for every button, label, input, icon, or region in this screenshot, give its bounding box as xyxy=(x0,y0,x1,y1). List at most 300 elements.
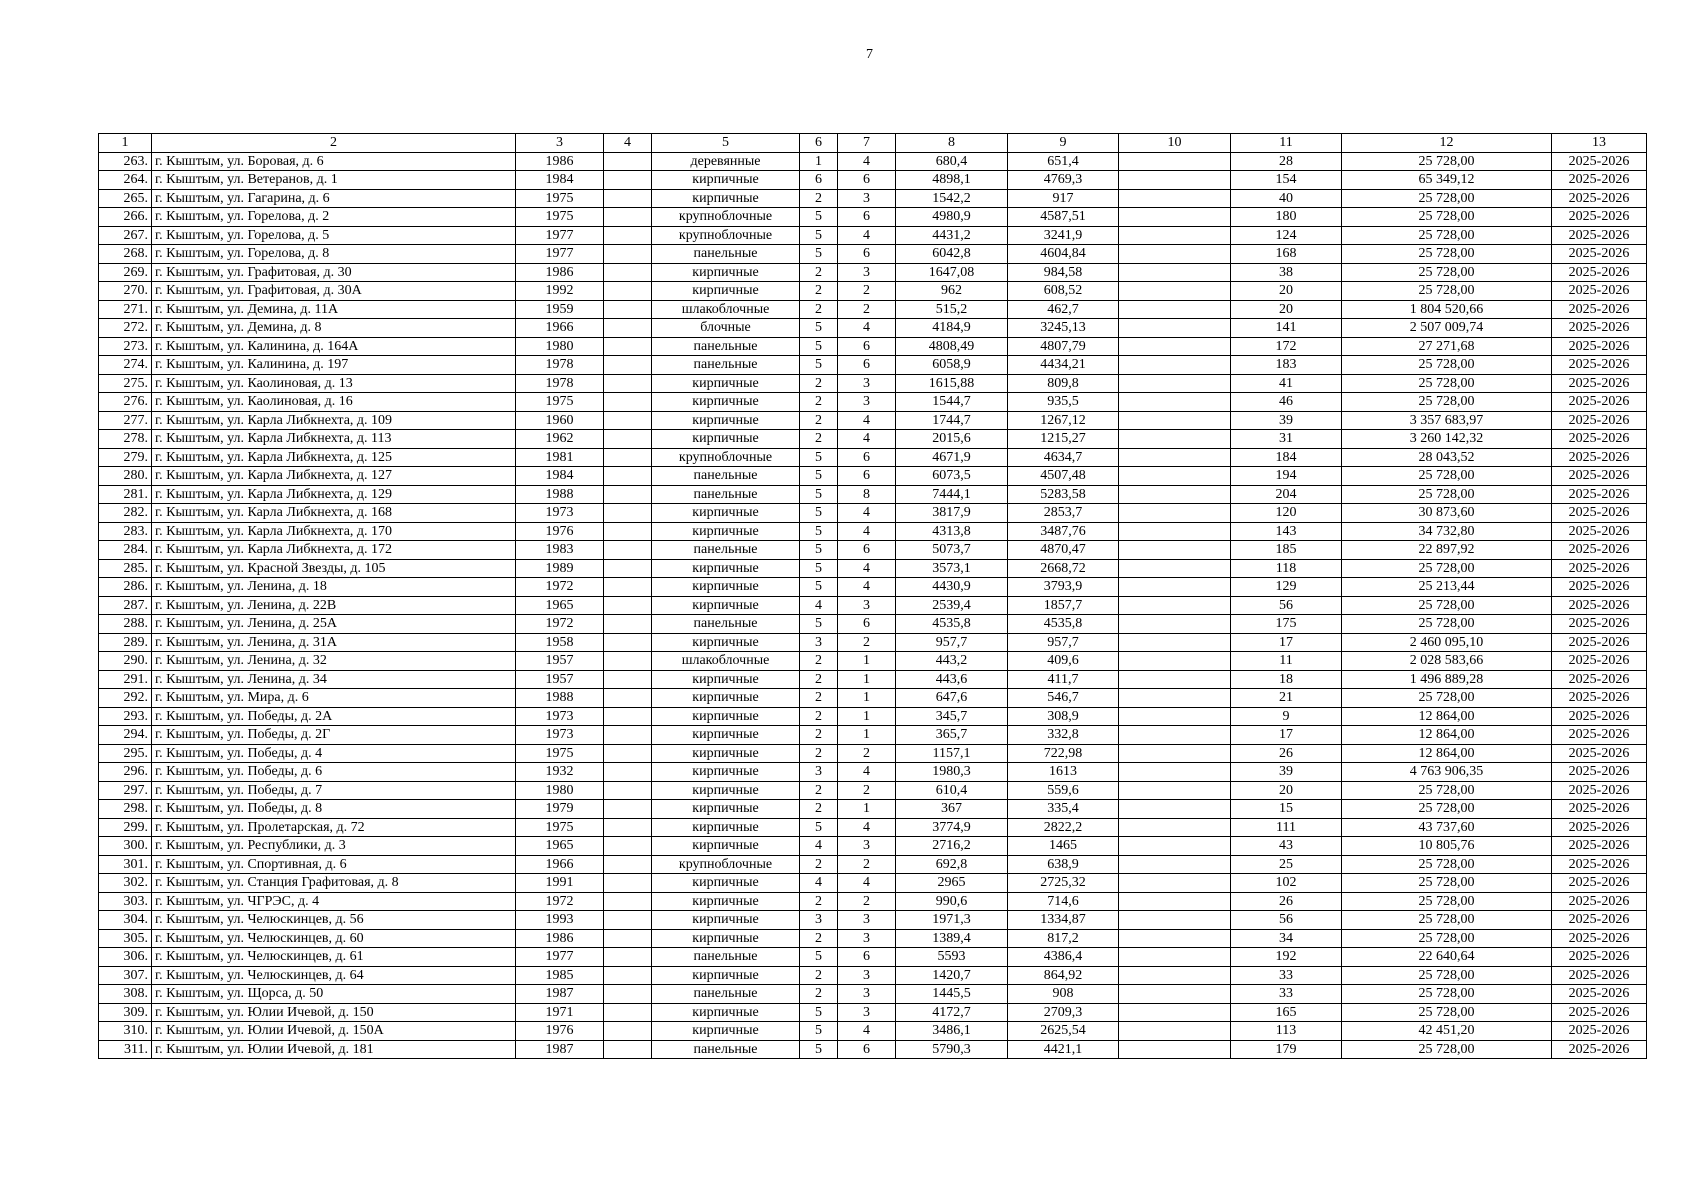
cell-cost: 25 728,00 xyxy=(1342,467,1552,486)
cell-cost: 65 349,12 xyxy=(1342,171,1552,190)
cell-cost: 25 728,00 xyxy=(1342,263,1552,282)
cell-living-area: 4604,84 xyxy=(1008,245,1119,264)
column-header-13: 13 xyxy=(1552,134,1647,153)
cell-wall-material: кирпичные xyxy=(652,430,800,449)
cell-col-10 xyxy=(1119,356,1231,375)
cell-cost: 25 728,00 xyxy=(1342,374,1552,393)
cell-period: 2025-2026 xyxy=(1552,337,1647,356)
cell-period: 2025-2026 xyxy=(1552,448,1647,467)
cell-entrances: 1 xyxy=(838,707,896,726)
cell-cost: 25 728,00 xyxy=(1342,985,1552,1004)
cell-floors: 3 xyxy=(800,911,838,930)
cell-cost: 25 728,00 xyxy=(1342,1040,1552,1059)
cell-year-built: 1991 xyxy=(516,874,604,893)
cell-period: 2025-2026 xyxy=(1552,911,1647,930)
cell-col-10 xyxy=(1119,152,1231,171)
cell-col-10 xyxy=(1119,1040,1231,1059)
cell-cost: 27 271,68 xyxy=(1342,337,1552,356)
cell-floors: 2 xyxy=(800,966,838,985)
column-header-12: 12 xyxy=(1342,134,1552,153)
table-row xyxy=(99,189,1647,208)
cell-address: г. Кыштым, ул. Горелова, д. 5 xyxy=(152,226,516,245)
cell-col-4 xyxy=(604,929,652,948)
cell-period: 2025-2026 xyxy=(1552,578,1647,597)
cell-total-area: 443,6 xyxy=(896,670,1008,689)
cell-address: г. Кыштым, ул. Демина, д. 11А xyxy=(152,300,516,319)
cell-residents: 41 xyxy=(1231,374,1342,393)
cell-residents: 129 xyxy=(1231,578,1342,597)
cell-col-10 xyxy=(1119,670,1231,689)
cell-col-4 xyxy=(604,744,652,763)
cell-col-10 xyxy=(1119,855,1231,874)
cell-period: 2025-2026 xyxy=(1552,189,1647,208)
cell-residents: 38 xyxy=(1231,263,1342,282)
cell-year-built: 1993 xyxy=(516,911,604,930)
cell-living-area: 4587,51 xyxy=(1008,208,1119,227)
cell-col-4 xyxy=(604,559,652,578)
cell-entrances: 4 xyxy=(838,430,896,449)
cell-entrances: 6 xyxy=(838,171,896,190)
cell-col-10 xyxy=(1119,411,1231,430)
cell-address: г. Кыштым, ул. Челюскинцев, д. 60 xyxy=(152,929,516,948)
cell-total-area: 367 xyxy=(896,800,1008,819)
cell-col-10 xyxy=(1119,578,1231,597)
cell-cost: 25 728,00 xyxy=(1342,245,1552,264)
cell-col-10 xyxy=(1119,171,1231,190)
cell-year-built: 1973 xyxy=(516,504,604,523)
cell-period: 2025-2026 xyxy=(1552,892,1647,911)
cell-entrances: 1 xyxy=(838,652,896,671)
cell-entrances: 3 xyxy=(838,189,896,208)
cell-address: г. Кыштым, ул. Победы, д. 6 xyxy=(152,763,516,782)
cell-living-area: 1215,27 xyxy=(1008,430,1119,449)
cell-residents: 184 xyxy=(1231,448,1342,467)
cell-col-4 xyxy=(604,263,652,282)
cell-residents: 17 xyxy=(1231,726,1342,745)
cell-col-10 xyxy=(1119,892,1231,911)
cell-total-area: 6073,5 xyxy=(896,467,1008,486)
cell-col-10 xyxy=(1119,282,1231,301)
cell-row-number: 266. xyxy=(99,208,152,227)
cell-address: г. Кыштым, ул. Республики, д. 3 xyxy=(152,837,516,856)
cell-residents: 204 xyxy=(1231,485,1342,504)
table-row xyxy=(99,726,1647,745)
table-row xyxy=(99,1040,1647,1059)
cell-period: 2025-2026 xyxy=(1552,781,1647,800)
cell-year-built: 1976 xyxy=(516,1022,604,1041)
cell-address: г. Кыштым, ул. Ветеранов, д. 1 xyxy=(152,171,516,190)
cell-floors: 2 xyxy=(800,652,838,671)
cell-floors: 5 xyxy=(800,578,838,597)
cell-entrances: 3 xyxy=(838,596,896,615)
cell-floors: 5 xyxy=(800,356,838,375)
cell-floors: 2 xyxy=(800,800,838,819)
cell-total-area: 3774,9 xyxy=(896,818,1008,837)
cell-row-number: 270. xyxy=(99,282,152,301)
cell-total-area: 4313,8 xyxy=(896,522,1008,541)
cell-period: 2025-2026 xyxy=(1552,818,1647,837)
cell-year-built: 1932 xyxy=(516,763,604,782)
cell-col-4 xyxy=(604,1040,652,1059)
cell-year-built: 1972 xyxy=(516,615,604,634)
table-row xyxy=(99,541,1647,560)
cell-col-4 xyxy=(604,948,652,967)
cell-living-area: 2625,54 xyxy=(1008,1022,1119,1041)
cell-col-4 xyxy=(604,837,652,856)
cell-year-built: 1975 xyxy=(516,208,604,227)
cell-year-built: 1965 xyxy=(516,837,604,856)
cell-floors: 5 xyxy=(800,208,838,227)
cell-period: 2025-2026 xyxy=(1552,356,1647,375)
cell-entrances: 6 xyxy=(838,541,896,560)
cell-col-4 xyxy=(604,652,652,671)
cell-col-4 xyxy=(604,448,652,467)
cell-row-number: 303. xyxy=(99,892,152,911)
cell-total-area: 5790,3 xyxy=(896,1040,1008,1059)
cell-year-built: 1960 xyxy=(516,411,604,430)
cell-year-built: 1987 xyxy=(516,985,604,1004)
cell-col-10 xyxy=(1119,689,1231,708)
cell-living-area: 4386,4 xyxy=(1008,948,1119,967)
cell-residents: 118 xyxy=(1231,559,1342,578)
cell-wall-material: кирпичные xyxy=(652,818,800,837)
cell-residents: 111 xyxy=(1231,818,1342,837)
cell-wall-material: кирпичные xyxy=(652,892,800,911)
cell-cost: 22 897,92 xyxy=(1342,541,1552,560)
cell-living-area: 4421,1 xyxy=(1008,1040,1119,1059)
cell-year-built: 1992 xyxy=(516,282,604,301)
cell-row-number: 286. xyxy=(99,578,152,597)
cell-period: 2025-2026 xyxy=(1552,615,1647,634)
cell-living-area: 3487,76 xyxy=(1008,522,1119,541)
cell-period: 2025-2026 xyxy=(1552,948,1647,967)
cell-cost: 25 728,00 xyxy=(1342,1003,1552,1022)
cell-entrances: 4 xyxy=(838,818,896,837)
cell-wall-material: кирпичные xyxy=(652,689,800,708)
cell-row-number: 289. xyxy=(99,633,152,652)
cell-address: г. Кыштым, ул. Калинина, д. 197 xyxy=(152,356,516,375)
cell-living-area: 3241,9 xyxy=(1008,226,1119,245)
cell-period: 2025-2026 xyxy=(1552,596,1647,615)
table-header-row xyxy=(99,134,1647,153)
cell-col-10 xyxy=(1119,263,1231,282)
cell-living-area: 4634,7 xyxy=(1008,448,1119,467)
cell-wall-material: панельные xyxy=(652,245,800,264)
cell-col-10 xyxy=(1119,966,1231,985)
cell-period: 2025-2026 xyxy=(1552,1022,1647,1041)
cell-residents: 102 xyxy=(1231,874,1342,893)
cell-cost: 43 737,60 xyxy=(1342,818,1552,837)
cell-entrances: 4 xyxy=(838,319,896,338)
cell-total-area: 1542,2 xyxy=(896,189,1008,208)
cell-living-area: 2822,2 xyxy=(1008,818,1119,837)
table-row xyxy=(99,1003,1647,1022)
table-row xyxy=(99,152,1647,171)
cell-row-number: 295. xyxy=(99,744,152,763)
cell-col-10 xyxy=(1119,837,1231,856)
cell-period: 2025-2026 xyxy=(1552,800,1647,819)
cell-residents: 185 xyxy=(1231,541,1342,560)
table-row xyxy=(99,633,1647,652)
cell-col-4 xyxy=(604,504,652,523)
table-row xyxy=(99,467,1647,486)
cell-row-number: 302. xyxy=(99,874,152,893)
cell-year-built: 1977 xyxy=(516,948,604,967)
cell-period: 2025-2026 xyxy=(1552,985,1647,1004)
cell-floors: 5 xyxy=(800,522,838,541)
cell-entrances: 3 xyxy=(838,1003,896,1022)
cell-wall-material: кирпичные xyxy=(652,189,800,208)
cell-col-10 xyxy=(1119,929,1231,948)
cell-year-built: 1983 xyxy=(516,541,604,560)
cell-row-number: 292. xyxy=(99,689,152,708)
cell-total-area: 2965 xyxy=(896,874,1008,893)
cell-residents: 20 xyxy=(1231,282,1342,301)
cell-living-area: 1334,87 xyxy=(1008,911,1119,930)
table-row xyxy=(99,837,1647,856)
cell-floors: 5 xyxy=(800,448,838,467)
cell-address: г. Кыштым, ул. Ленина, д. 34 xyxy=(152,670,516,689)
cell-row-number: 307. xyxy=(99,966,152,985)
cell-wall-material: панельные xyxy=(652,541,800,560)
cell-wall-material: кирпичные xyxy=(652,578,800,597)
cell-entrances: 2 xyxy=(838,855,896,874)
cell-living-area: 4507,48 xyxy=(1008,467,1119,486)
cell-row-number: 269. xyxy=(99,263,152,282)
cell-cost: 25 728,00 xyxy=(1342,596,1552,615)
cell-row-number: 281. xyxy=(99,485,152,504)
cell-period: 2025-2026 xyxy=(1552,245,1647,264)
cell-total-area: 443,2 xyxy=(896,652,1008,671)
cell-row-number: 276. xyxy=(99,393,152,412)
cell-residents: 179 xyxy=(1231,1040,1342,1059)
column-header-2: 2 xyxy=(152,134,516,153)
cell-address: г. Кыштым, ул. Победы, д. 8 xyxy=(152,800,516,819)
cell-address: г. Кыштым, ул. Юлии Ичевой, д. 150 xyxy=(152,1003,516,1022)
cell-wall-material: кирпичные xyxy=(652,522,800,541)
column-header-7: 7 xyxy=(838,134,896,153)
cell-row-number: 268. xyxy=(99,245,152,264)
cell-year-built: 1975 xyxy=(516,818,604,837)
cell-entrances: 6 xyxy=(838,615,896,634)
cell-col-4 xyxy=(604,670,652,689)
cell-living-area: 3245,13 xyxy=(1008,319,1119,338)
cell-year-built: 1975 xyxy=(516,393,604,412)
cell-cost: 2 507 009,74 xyxy=(1342,319,1552,338)
cell-period: 2025-2026 xyxy=(1552,282,1647,301)
cell-entrances: 6 xyxy=(838,337,896,356)
cell-residents: 194 xyxy=(1231,467,1342,486)
cell-entrances: 6 xyxy=(838,467,896,486)
cell-address: г. Кыштым, ул. Ленина, д. 31А xyxy=(152,633,516,652)
cell-entrances: 1 xyxy=(838,800,896,819)
cell-col-4 xyxy=(604,800,652,819)
cell-year-built: 1975 xyxy=(516,189,604,208)
table-row xyxy=(99,818,1647,837)
cell-col-4 xyxy=(604,300,652,319)
cell-residents: 143 xyxy=(1231,522,1342,541)
cell-year-built: 1986 xyxy=(516,152,604,171)
cell-row-number: 264. xyxy=(99,171,152,190)
cell-year-built: 1979 xyxy=(516,800,604,819)
cell-period: 2025-2026 xyxy=(1552,744,1647,763)
cell-year-built: 1981 xyxy=(516,448,604,467)
cell-total-area: 1971,3 xyxy=(896,911,1008,930)
cell-col-4 xyxy=(604,189,652,208)
cell-entrances: 6 xyxy=(838,356,896,375)
cell-period: 2025-2026 xyxy=(1552,559,1647,578)
cell-entrances: 4 xyxy=(838,226,896,245)
table-row xyxy=(99,985,1647,1004)
cell-address: г. Кыштым, ул. Карла Либкнехта, д. 170 xyxy=(152,522,516,541)
cell-year-built: 1978 xyxy=(516,356,604,375)
cell-cost: 25 728,00 xyxy=(1342,189,1552,208)
table-row xyxy=(99,263,1647,282)
table-row xyxy=(99,707,1647,726)
column-header-11: 11 xyxy=(1231,134,1342,153)
cell-year-built: 1986 xyxy=(516,263,604,282)
table-row xyxy=(99,319,1647,338)
cell-year-built: 1984 xyxy=(516,171,604,190)
cell-col-4 xyxy=(604,356,652,375)
cell-cost: 25 728,00 xyxy=(1342,356,1552,375)
cell-floors: 2 xyxy=(800,430,838,449)
page-number: 7 xyxy=(866,47,873,62)
cell-total-area: 1615,88 xyxy=(896,374,1008,393)
cell-col-4 xyxy=(604,485,652,504)
table-row xyxy=(99,559,1647,578)
cell-wall-material: крупноблочные xyxy=(652,226,800,245)
cell-row-number: 308. xyxy=(99,985,152,1004)
cell-entrances: 1 xyxy=(838,726,896,745)
cell-col-10 xyxy=(1119,781,1231,800)
cell-floors: 2 xyxy=(800,282,838,301)
cell-wall-material: кирпичные xyxy=(652,596,800,615)
cell-living-area: 908 xyxy=(1008,985,1119,1004)
cell-address: г. Кыштым, ул. Карла Либкнехта, д. 168 xyxy=(152,504,516,523)
cell-row-number: 265. xyxy=(99,189,152,208)
cell-cost: 34 732,80 xyxy=(1342,522,1552,541)
cell-living-area: 1465 xyxy=(1008,837,1119,856)
cell-period: 2025-2026 xyxy=(1552,652,1647,671)
cell-year-built: 1977 xyxy=(516,245,604,264)
cell-row-number: 274. xyxy=(99,356,152,375)
cell-residents: 21 xyxy=(1231,689,1342,708)
table-row xyxy=(99,300,1647,319)
table-row xyxy=(99,874,1647,893)
cell-year-built: 1987 xyxy=(516,1040,604,1059)
cell-living-area: 332,8 xyxy=(1008,726,1119,745)
cell-cost: 25 728,00 xyxy=(1342,689,1552,708)
cell-entrances: 2 xyxy=(838,300,896,319)
cell-floors: 2 xyxy=(800,189,838,208)
cell-col-10 xyxy=(1119,652,1231,671)
table-row xyxy=(99,596,1647,615)
cell-col-4 xyxy=(604,282,652,301)
cell-address: г. Кыштым, ул. Графитовая, д. 30А xyxy=(152,282,516,301)
cell-cost: 25 213,44 xyxy=(1342,578,1552,597)
cell-residents: 26 xyxy=(1231,892,1342,911)
cell-cost: 25 728,00 xyxy=(1342,781,1552,800)
cell-floors: 1 xyxy=(800,152,838,171)
cell-living-area: 608,52 xyxy=(1008,282,1119,301)
cell-total-area: 365,7 xyxy=(896,726,1008,745)
cell-row-number: 309. xyxy=(99,1003,152,1022)
cell-wall-material: кирпичные xyxy=(652,670,800,689)
cell-row-number: 267. xyxy=(99,226,152,245)
cell-col-10 xyxy=(1119,726,1231,745)
cell-col-10 xyxy=(1119,504,1231,523)
cell-wall-material: кирпичные xyxy=(652,726,800,745)
cell-total-area: 345,7 xyxy=(896,707,1008,726)
cell-period: 2025-2026 xyxy=(1552,411,1647,430)
cell-year-built: 1988 xyxy=(516,689,604,708)
cell-floors: 2 xyxy=(800,985,838,1004)
cell-entrances: 2 xyxy=(838,633,896,652)
cell-wall-material: кирпичные xyxy=(652,707,800,726)
cell-floors: 5 xyxy=(800,226,838,245)
cell-address: г. Кыштым, ул. Победы, д. 2Г xyxy=(152,726,516,745)
cell-col-4 xyxy=(604,541,652,560)
cell-address: г. Кыштым, ул. Графитовая, д. 30 xyxy=(152,263,516,282)
cell-col-10 xyxy=(1119,596,1231,615)
cell-address: г. Кыштым, ул. Демина, д. 8 xyxy=(152,319,516,338)
column-header-3: 3 xyxy=(516,134,604,153)
cell-cost: 10 805,76 xyxy=(1342,837,1552,856)
cell-col-10 xyxy=(1119,874,1231,893)
column-header-6: 6 xyxy=(800,134,838,153)
cell-wall-material: блочные xyxy=(652,319,800,338)
cell-total-area: 1445,5 xyxy=(896,985,1008,1004)
cell-floors: 2 xyxy=(800,300,838,319)
cell-row-number: 305. xyxy=(99,929,152,948)
cell-address: г. Кыштым, ул. Карла Либкнехта, д. 125 xyxy=(152,448,516,467)
cell-living-area: 809,8 xyxy=(1008,374,1119,393)
cell-entrances: 6 xyxy=(838,448,896,467)
cell-col-10 xyxy=(1119,522,1231,541)
cell-cost: 2 028 583,66 xyxy=(1342,652,1552,671)
cell-address: г. Кыштым, ул. Юлии Ичевой, д. 181 xyxy=(152,1040,516,1059)
cell-total-area: 1544,7 xyxy=(896,393,1008,412)
table-row xyxy=(99,578,1647,597)
cell-col-4 xyxy=(604,985,652,1004)
cell-residents: 33 xyxy=(1231,985,1342,1004)
cell-wall-material: кирпичные xyxy=(652,744,800,763)
cell-address: г. Кыштым, ул. Ленина, д. 25А xyxy=(152,615,516,634)
cell-total-area: 990,6 xyxy=(896,892,1008,911)
cell-year-built: 1965 xyxy=(516,596,604,615)
cell-cost: 25 728,00 xyxy=(1342,966,1552,985)
cell-entrances: 6 xyxy=(838,208,896,227)
cell-floors: 6 xyxy=(800,171,838,190)
table-row xyxy=(99,430,1647,449)
cell-total-area: 1980,3 xyxy=(896,763,1008,782)
cell-living-area: 559,6 xyxy=(1008,781,1119,800)
cell-year-built: 1977 xyxy=(516,226,604,245)
cell-total-area: 1157,1 xyxy=(896,744,1008,763)
cell-living-area: 409,6 xyxy=(1008,652,1119,671)
table-row xyxy=(99,337,1647,356)
table-row xyxy=(99,966,1647,985)
cell-col-4 xyxy=(604,578,652,597)
table-row xyxy=(99,522,1647,541)
cell-floors: 2 xyxy=(800,707,838,726)
cell-col-4 xyxy=(604,319,652,338)
column-header-8: 8 xyxy=(896,134,1008,153)
cell-living-area: 462,7 xyxy=(1008,300,1119,319)
cell-cost: 3 260 142,32 xyxy=(1342,430,1552,449)
cell-residents: 9 xyxy=(1231,707,1342,726)
